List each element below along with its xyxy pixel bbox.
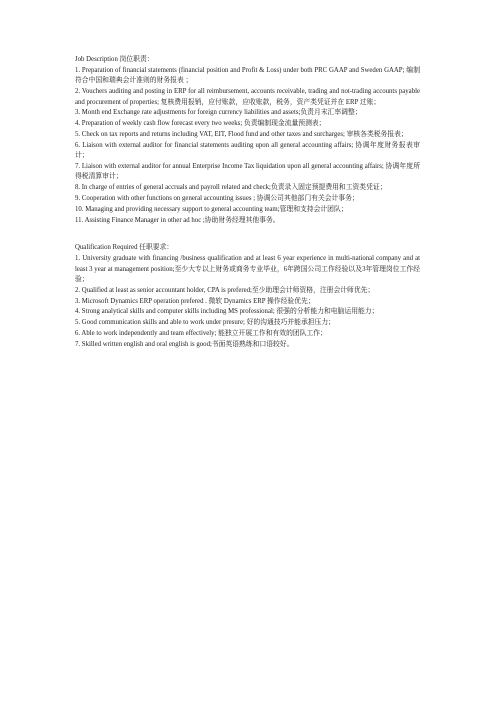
list-item: 5. Good communication skills and able to work under presure; 好的沟通技巧并能承担压力；	[75, 319, 335, 327]
list-item: 6. Able to work independently and team effectively; 能独立开展工作和有效的团队工作；	[75, 330, 327, 337]
list-item: 5. Check on tax reports and returns including VAT, EIT, Flood fund and other taxes and surcharges; 审核各类税务报表；	[75, 130, 408, 138]
list-item: 6. Liaison with external auditor for financial statements auditing upon all general accounting affairs; 协调年度财务报表审计；	[75, 141, 420, 160]
list-item: 7. Liaison with external auditor for annual Enterprise Income Tax liquidation upon all general accounting affairs; 协调年度所得税清算审计；	[75, 162, 420, 181]
list-item: 10. Managing and providing necessary support to general accounting team;管理和支持会计团队；	[75, 205, 348, 213]
list-item: 7. Skilled written english and oral english is good;书面英语熟练和口语较好。	[75, 340, 294, 348]
list-item: 3. Microsoft Dynamics ERP operation prefered . 微软 Dynamics ERP 操作经验优先；	[75, 297, 315, 305]
qualification-list	[75, 254, 420, 350]
list-item: 8. In charge of entries of general accruals and payroll related and check;负责录入固定预提费用和工资类凭证；	[75, 184, 387, 192]
list-item: 1. University graduate with financing /business qualification and at least 6 year experience in multi-national company and at least 3 year at management position;至少大专以上财务或商务专业毕业，6年跨国公司工作经验以及3年管理岗位工作经验；	[75, 255, 420, 284]
qualification-heading: Qualification Required 任职要求：	[75, 244, 174, 252]
list-item: 4. Preparation of weekly cash flow forecast every two weeks; 负责编制现金流量预测表；	[75, 120, 326, 128]
list-item: 2. Qualified at least as senior accountant holder, CPA is prefered;至少助理会计师资格，注册会计师优先；	[75, 286, 375, 294]
section-spacer	[75, 226, 420, 243]
list-item: 9. Cooperation with other functions on general accounting issues ; 协调公司其他部门有关会计事务；	[75, 194, 359, 202]
list-item: 2. Vouchers auditing and posting in ERP for all reimbursement, accounts receivable, trading and not-trading accounts payable and procurement of properties; 复核费用报销，应付账款，应收账款，税务，资产类凭证并在 ERP 过账；	[75, 88, 420, 106]
list-item: 3. Month end Exchange rate adjustments for foreign currency liabilities and assets;负责月末汇率调整；	[75, 109, 362, 117]
job-description-list	[75, 66, 420, 226]
job-description-heading: Job Description 岗位职责：	[75, 56, 154, 63]
list-item: 4. Strong analytical skills and computer skills including MS professional; 很强的分析能力和电脑运用能力；	[75, 308, 379, 316]
document-body	[75, 55, 420, 351]
list-item: 1. Preparation of financial statements (financial position and Profit & Loss) under both PRC GAAP and Sweden GAAP; 编制符合中国和瑞典会计准则的财务报表 ；	[75, 66, 420, 85]
list-item: 11. Assisting Finance Manager in other ad hoc ;协助财务经理其他事务。	[75, 216, 280, 224]
